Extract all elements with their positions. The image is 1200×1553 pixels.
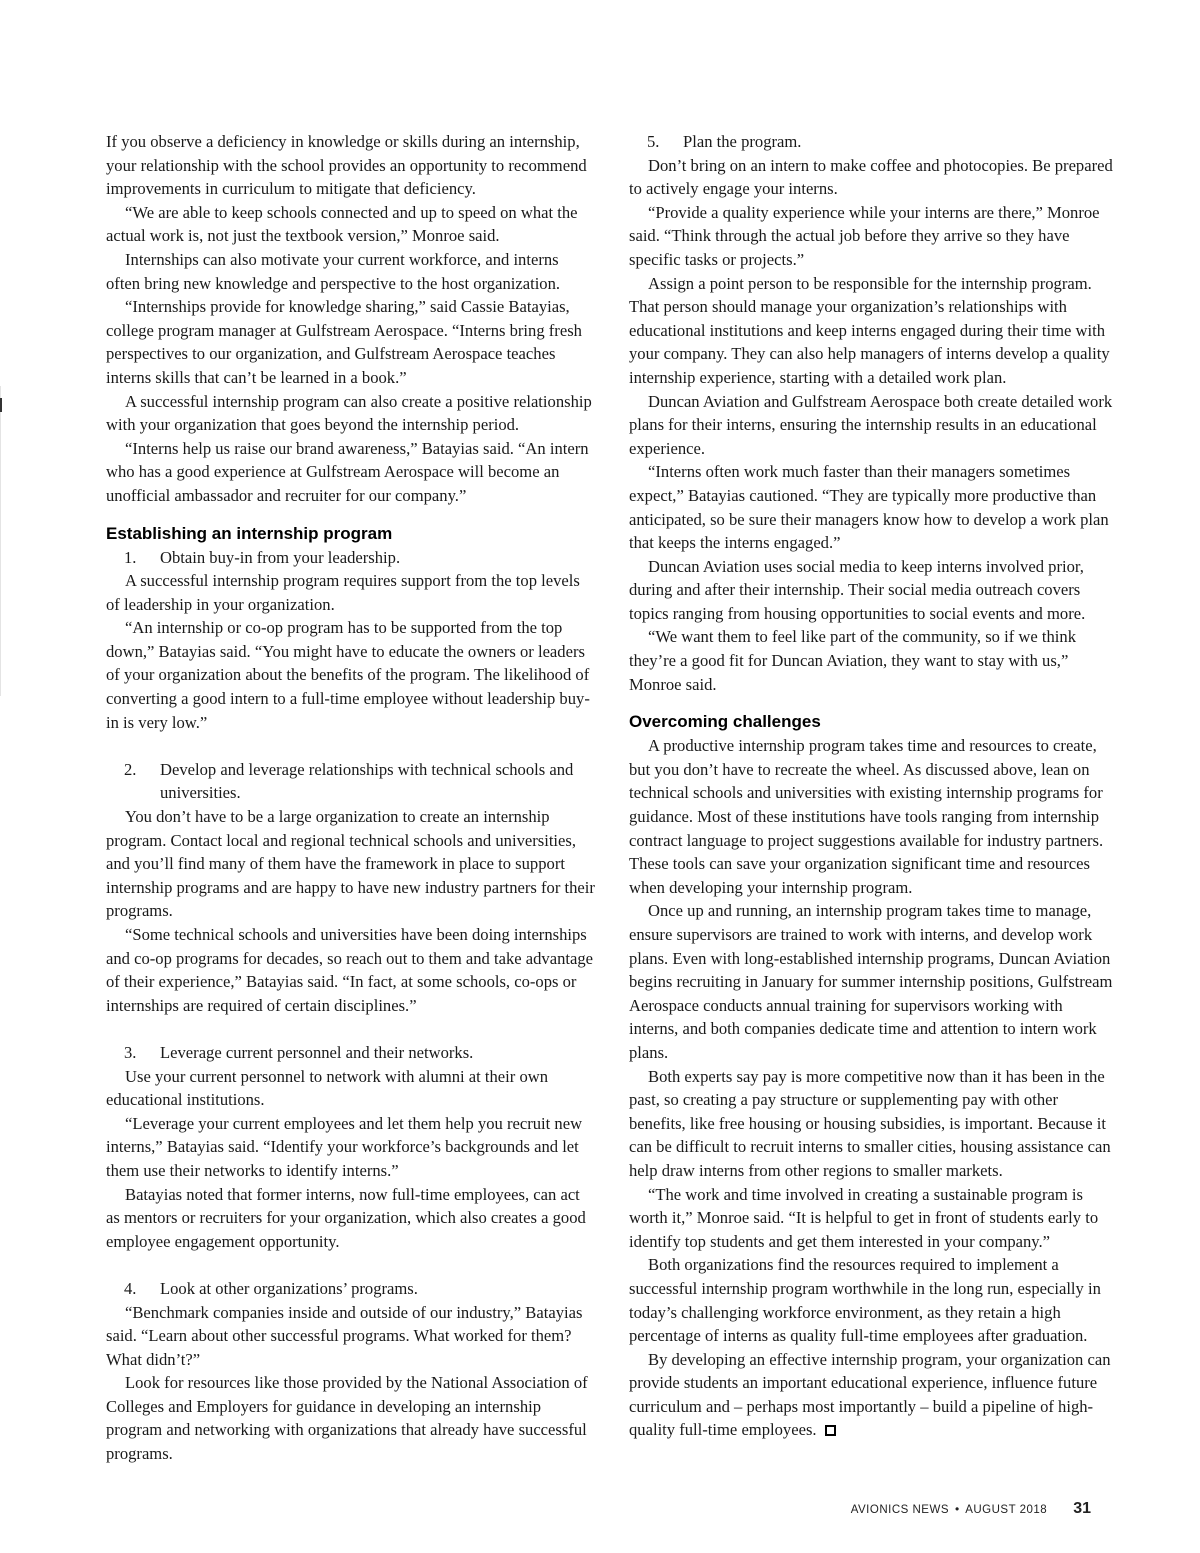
numbered-step-2: [106, 758, 596, 805]
paragraph: Use your current personnel to network with alumni at their own educational institutions.: [106, 1066, 549, 1110]
paragraph: Duncan Aviation uses social media to keep interns involved prior, during and after their internship. Their social media outreach covers topics ranging from housing opportunities to social events and more.: [629, 556, 1086, 623]
publication-name: AVIONICS NEWS: [850, 1504, 949, 1516]
step-number: 3.: [124, 1042, 137, 1062]
paragraph: Don’t bring on an intern to make coffee and photocopies. Be prepared to actively engage your interns.: [629, 155, 1113, 199]
paragraph: “We are able to keep schools connected and up to speed on what the actual work is, not just the textbook version,” Monroe said.: [106, 202, 578, 246]
step-title: Plan the program.: [683, 132, 802, 151]
numbered-step-3: [106, 1041, 596, 1065]
paragraph: Assign a point person to be responsible for the internship program. That person should manage your organization’s relationships with educational institutions and keep interns engaged during their time with your company. They can also help managers of interns develop a quality internship experience, starting with a detailed work plan.: [629, 273, 1110, 387]
paragraph: Once up and running, an internship program takes time to manage, ensure supervisors are trained to work with interns, and develop work plans. Even with long-established internship programs, Duncan Aviation begins recruiting in January for summer internship positions, Gulfstream Aerospace conducts annual training for supervisors working with interns, and both companies dedicate time and attention to intern work plans.: [629, 901, 1113, 1062]
paragraph: “Interns often work much faster than their managers sometimes expect,” Batayias cautioned. “They are typically more productive than anticipated, so be sure their managers know how to develop a work plan that keeps the interns engaged.”: [629, 462, 1109, 553]
paragraph: If you observe a deficiency in knowledge or skills during an internship, your relationship with the school provides an opportunity to recommend improvements in curriculum to mitigate that deficiency.: [106, 132, 587, 199]
paragraph: “Internships provide for knowledge sharing,” said Cassie Batayias, college program manager at Gulfstream Aerospace. “Interns bring fresh perspectives to our organization, and Gulfstream Aerospace teaches interns skills that can’t be learned in a book.”: [106, 297, 582, 387]
paragraph: A successful internship program can also create a positive relationship with your organization that goes beyond the internship period.: [106, 391, 592, 435]
page-margin-line: [0, 386, 1, 696]
numbered-step-4: [106, 1277, 596, 1301]
page-footer: [851, 1500, 1091, 1518]
step-title: Look at other organizations’ programs.: [160, 1278, 418, 1298]
footer-separator: •: [955, 1502, 960, 1516]
page-number: 31: [1073, 1500, 1091, 1517]
paragraph: “The work and time involved in creating a sustainable program is worth it,” Monroe said. “It is helpful to get in front of students early to identify top students and get them interested in your company.”: [629, 1184, 1099, 1251]
paragraph: Batayias noted that former interns, now full-time employees, can act as mentors or recruiters for your organization, which also creates a good employee engagement opportunity.: [106, 1184, 586, 1251]
paragraph: Both organizations find the resources required to implement a successful internship program worthwhile in the long run, especially in today’s challenging workforce environment, as they retain a high percentage of interns as quality full-time employees after graduation.: [629, 1255, 1101, 1346]
issue-date: AUGUST 2018: [965, 1504, 1048, 1516]
paragraph: “We want them to feel like part of the community, so if we think they’re a good fit for Duncan Aviation, they want to stay with us,” Monroe said.: [629, 627, 1076, 694]
section-heading-establishing: Establishing an internship program: [106, 523, 393, 543]
spacer: [106, 1253, 596, 1277]
section-heading-overcoming: Overcoming challenges: [629, 712, 821, 732]
numbered-step-5: [629, 130, 1116, 154]
paragraph: Look for resources like those provided by the National Association of Colleges and Employers for guidance in developing an internship program and networking with organizations that already have successful programs.: [106, 1373, 588, 1464]
step-number: 5.: [647, 132, 660, 151]
end-of-article-icon: [825, 1425, 836, 1436]
paragraph: Internships can also motivate your current workforce, and interns often bring new knowledge and perspective to the host organization.: [106, 249, 561, 293]
paragraph: A successful internship program requires support from the top levels of leadership in your organization.: [106, 571, 580, 614]
paragraph: Both experts say pay is more competitive now than it has been in the past, so creating a pay structure or supplementing pay with other benefits, like free housing or housing subsidies, is important. Because it can be difficult to recruit interns to smaller cities, housing assistance can help draw interns from other regions to smaller markets.: [629, 1066, 1111, 1180]
spacer: [106, 734, 596, 758]
step-title: Leverage current personnel and their networks.: [160, 1042, 474, 1062]
spacer: [106, 1017, 596, 1041]
paragraph: “Some technical schools and universities have been doing internships and co-op programs for decades, so reach out to them and take advantage of their experience,” Batayias said. “In fact, at some schools, co-ops or internships are required of certain disciplines.”: [106, 925, 594, 1015]
step-number: 1.: [124, 547, 137, 567]
numbered-step-1: [106, 546, 596, 570]
closing-paragraph: [629, 1348, 1116, 1442]
paragraph: “Benchmark companies inside and outside of our industry,” Batayias said. “Learn about other successful programs. What worked for them? What didn’t?”: [106, 1302, 583, 1369]
paragraph: “An internship or co-op program has to be supported from the top down,” Batayias said. “You might have to educate the owners or leaders of your organization about the benefits of the program. The likelihood of converting a good intern to a full-time employee without leadership buy-in is very low.”: [106, 618, 590, 732]
step-title: Develop and leverage relationships with technical schools and universities.: [160, 759, 574, 803]
paragraph: Duncan Aviation and Gulfstream Aerospace both create detailed work plans for their interns, ensuring the internship results in an educational experience.: [629, 391, 1113, 458]
paragraph: “Leverage your current employees and let them help you recruit new interns,” Batayias said. “Identify your workforce’s backgrounds and let them use their networks to identify interns.”: [106, 1113, 583, 1180]
right-column: [629, 130, 1116, 1442]
closing-text: By developing an effective internship program, your organization can provide students an important educational experience, influence future curriculum and – perhaps most importantly – build a pipeline of high-quality full-time employees.: [629, 1349, 1111, 1440]
step-title: Obtain buy-in from your leadership.: [160, 547, 401, 567]
paragraph: A productive internship program takes time and resources to create, but you don’t have to recreate the wheel. As discussed above, lean on technical schools and universities with existing internship programs for guidance. Most of these institutions have tools ranging from internship contract language to project suggestions available for industry partners. These tools can save your organization significant time and resources when developing your internship program.: [629, 736, 1104, 897]
paragraph: You don’t have to be a large organization to create an internship program. Contact local and regional technical schools and universities, and you’ll find many of them have the framework in place to support internship programs and are happy to have new industry partners for their programs.: [106, 807, 595, 921]
paragraph: “Provide a quality experience while your interns are there,” Monroe said. “Think through the actual job before they arrive so they have specific tasks or projects.”: [629, 202, 1100, 269]
step-number: 4.: [124, 1278, 137, 1298]
page-margin-mark: [0, 398, 2, 412]
step-number: 2.: [124, 759, 137, 779]
paragraph: “Interns help us raise our brand awareness,” Batayias said. “An intern who has a good experience at Gulfstream Aerospace will become an unofficial ambassador and recruiter for our company.”: [106, 438, 589, 505]
left-column: [106, 130, 596, 1466]
